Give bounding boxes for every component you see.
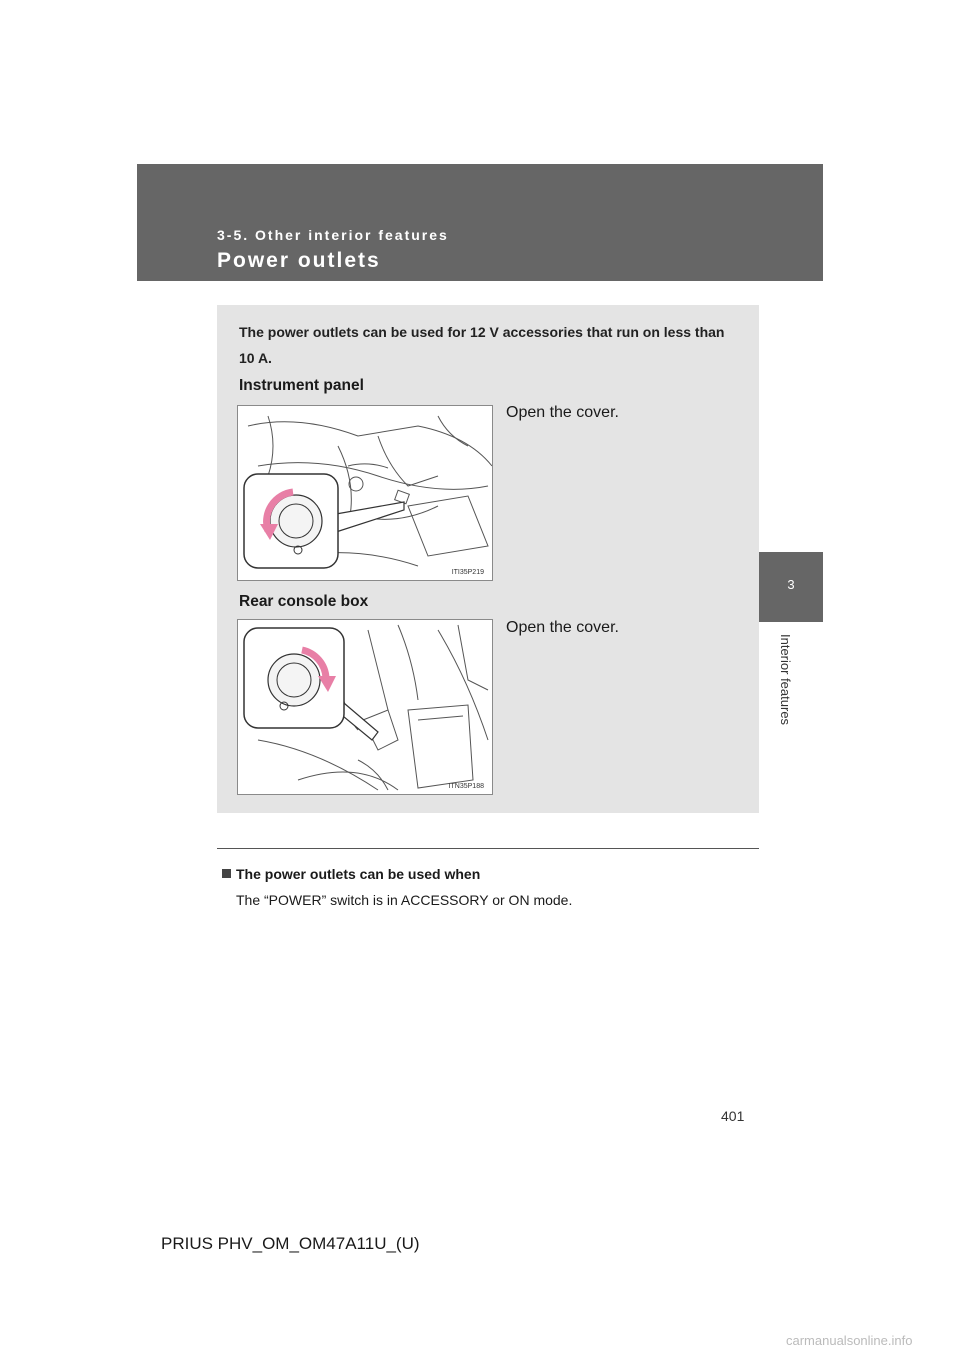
intro-text: The power outlets can be used for 12 V accessories that run on less than 10 A.: [239, 324, 725, 366]
instruction-rear-console: Open the cover.: [506, 619, 619, 636]
section-label: 3-5. Other interior features: [217, 227, 449, 243]
figure-instrument-panel: [237, 405, 493, 581]
figure-code: ITI35P219: [451, 569, 484, 576]
instruction-instrument-panel: Open the cover.: [506, 404, 619, 421]
figure-code: ITN35P188: [448, 783, 484, 790]
section-heading-instrument-panel: Instrument panel: [239, 377, 364, 394]
content-box: [217, 305, 759, 813]
footer-code: PRIUS PHV_OM_OM47A11U_(U): [161, 1234, 420, 1253]
chapter-title: Interior features: [778, 634, 793, 726]
rear-console-illustration: [238, 620, 493, 795]
note-body: The “POWER” switch is in ACCESSORY or ON mode.: [236, 892, 573, 908]
divider: [217, 848, 759, 849]
figure-rear-console: [237, 619, 493, 795]
chapter-tab[interactable]: [759, 552, 823, 622]
watermark: carmanualsonline.info: [786, 1333, 913, 1348]
page-header: [137, 164, 823, 281]
page-number: 401: [721, 1108, 745, 1124]
section-heading-rear-console: Rear console box: [239, 593, 369, 610]
note-heading: [222, 866, 480, 882]
instrument-panel-illustration: [238, 406, 493, 581]
note-heading-text: The power outlets can be used when: [236, 866, 481, 882]
chapter-number: 3: [787, 577, 795, 592]
page-title: Power outlets: [217, 249, 381, 272]
square-bullet-icon: [222, 869, 231, 878]
